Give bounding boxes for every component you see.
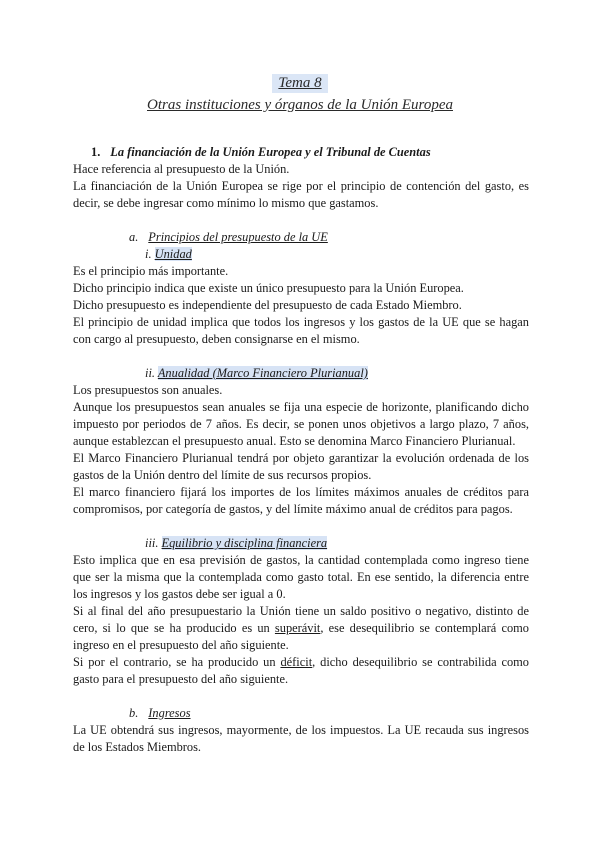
superavit-term: superávit <box>274 621 321 635</box>
principle-iii-paragraph-3 <box>73 654 529 688</box>
principle-ii-paragraph-2: Aunque los presupuestos sean anuales se fija una especie de horizonte, planificando dicho impuesto por periodos de 7 años. Es decir, se ponen unos objetivos a largo plazo, 7 años, aunque establezcan el presupuesto anual. Esto se denomina Marco Financiero Plurianual. <box>73 400 529 448</box>
principle-iii-p2-end: , ese desequilibrio se contemplará como ingreso en el presupuesto del año siguiente. <box>73 621 530 652</box>
subsection-b-paragraph-1: La UE obtendrá sus ingresos, mayormente, de los impuestos. La UE recauda sus ingresos de los Estados Miembros. <box>73 723 529 754</box>
page-title: Tema 8 <box>272 74 327 93</box>
principle-iii-p3-start: Si por el contrario, se ha producido un <box>73 655 281 669</box>
principle-iii-number: iii. <box>145 536 159 550</box>
principle-ii-paragraph-4: El marco financiero fijará los importes de los límites máximos anuales de créditos para compromisos, por categoría de gastos, y del límite máximo anual de créditos para pagos. <box>73 485 529 516</box>
principle-i-paragraph-2: Dicho principio indica que existe un único presupuesto para la Unión Europea. <box>73 281 464 295</box>
principle-ii-paragraph-1: Los presupuestos son anuales. <box>73 383 223 397</box>
principle-i-label: Unidad <box>154 247 192 261</box>
principle-iii-p3-end: , dicho desequilibrio se contrabilida como gasto para el presupuesto del año siguiente. <box>73 655 529 686</box>
subsection-b-title: Ingresos <box>148 706 191 720</box>
principle-i-number: i. <box>145 247 152 261</box>
section-1-number: 1. <box>91 145 101 159</box>
principle-ii-heading <box>145 365 529 382</box>
principle-ii-paragraph-3: El Marco Financiero Plurianual tendrá por objeto garantizar la evolución ordenada de los gastos de la Unión dentro del límite de sus recursos propios. <box>73 451 529 482</box>
deficit-term: déficit <box>280 655 313 669</box>
subsection-b-number: b. <box>129 706 139 720</box>
subsection-a-heading <box>129 229 529 246</box>
page-subtitle: Otras instituciones y órganos de la Unión Europea <box>147 97 453 113</box>
subsection-a-title: Principios del presupuesto de la UE <box>148 230 328 244</box>
principle-iii-label: Equilibrio y disciplina financiera <box>161 536 328 550</box>
principle-i-heading <box>145 246 529 263</box>
principle-ii-label: Anualidad (Marco Financiero Plurianual) <box>157 366 368 380</box>
section-1-heading <box>91 144 529 161</box>
section-1-title: La financiación de la Unión Europea y el Tribunal de Cuentas <box>110 145 431 159</box>
principle-i-paragraph-1: Es el principio más importante. <box>73 264 229 278</box>
section-1-paragraph-1: Hace referencia al presupuesto de la Unión. <box>73 162 290 176</box>
subsection-a-number: a. <box>129 230 139 244</box>
principle-iii-paragraph-1: Esto implica que en esa previsión de gastos, la cantidad contemplada como ingreso tiene que ser la misma que la contemplada como gasto total. En ese sentido, la diferencia entre los ingresos y los gastos debe ser igual a 0. <box>73 553 529 601</box>
principle-i-paragraph-3: Dicho presupuesto es independiente del presupuesto de cada Estado Miembro. <box>73 298 462 312</box>
title-wrap <box>0 74 600 93</box>
document-body <box>73 144 529 756</box>
principle-iii-paragraph-2 <box>73 603 529 654</box>
principle-i-paragraph-4: El principio de unidad implica que todos los ingresos y los gastos de la UE que se hagan con cargo al presupuesto, deben consignarse en el mismo. <box>73 315 529 346</box>
principle-iii-p2-start: Si al final del año presupuestario la Unión tiene un saldo positivo o negativo, distinto de cero, si lo que se ha producido es un <box>73 604 529 635</box>
section-1-paragraph-2: La financiación de la Unión Europea se rige por el principio de contención del gasto, es decir, se debe ingresar como mínimo lo mismo que gastamos. <box>73 179 529 210</box>
principle-iii-heading <box>145 535 529 552</box>
principle-ii-number: ii. <box>145 366 155 380</box>
subsection-b-heading <box>129 705 529 722</box>
